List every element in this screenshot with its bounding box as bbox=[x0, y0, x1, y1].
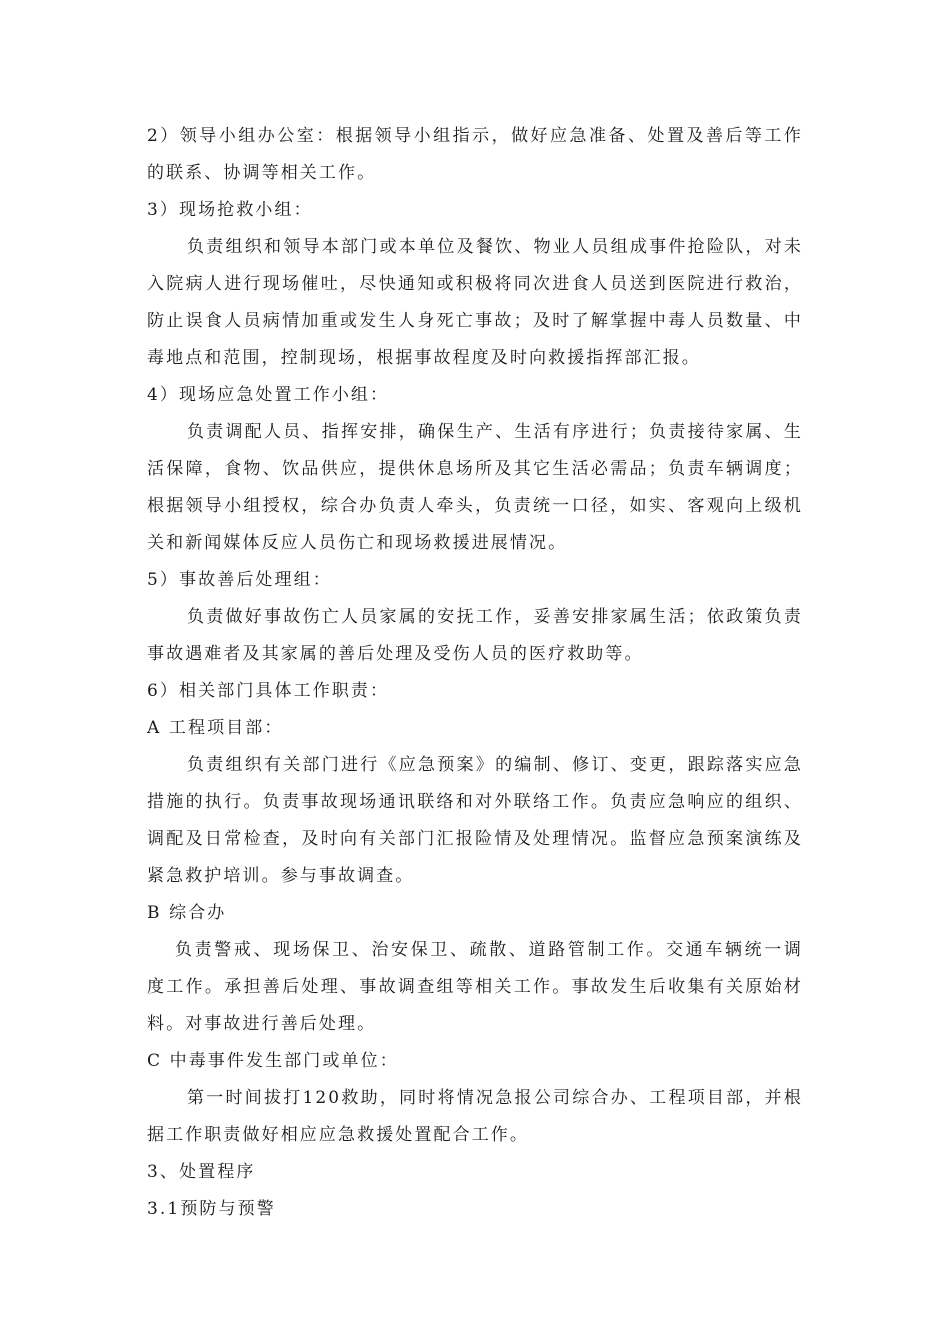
section-incident-unit-heading: C 中毒事件发生部门或单位： bbox=[147, 1051, 399, 1071]
section-project-dept-body: 负责组织有关部门进行《应急预案》的编制、修订、变更，跟踪落实应急措施的执行。负责事故现场通讯联络和对外联络工作。负责应急响应的组织、调配及日常检查，及时向有关部门汇报险情及处理情况。监督应急预案演练及紧急救护培训。参与事故调查。 bbox=[147, 755, 803, 886]
section-procedure-heading: 3、处置程序 bbox=[147, 1162, 256, 1182]
section-rescue-team-heading: 3）现场抢救小组： bbox=[147, 200, 313, 220]
section-aftermath-heading: 5）事故善后处理组： bbox=[147, 570, 332, 590]
document-body bbox=[147, 118, 803, 1228]
section-departments-heading: 6）相关部门具体工作职责： bbox=[147, 681, 390, 701]
section-rescue-team-body: 负责组织和领导本部门或本单位及餐饮、物业人员组成事件抢险队，对未入院病人进行现场催吐，尽快通知或积极将同次进食人员送到医院进行救治，防止误食人员病情加重或发生人身死亡事故；及时了解掌握中毒人员数量、中毒地点和范围，控制现场，根据事故程度及时向救援指挥部汇报。 bbox=[147, 237, 803, 368]
section-onsite-team-body: 负责调配人员、指挥安排，确保生产、生活有序进行；负责接待家属、生活保障，食物、饮品供应，提供休息场所及其它生活必需品；负责车辆调度；根据领导小组授权，综合办负责人牵头，负责统一口径，如实、客观向上级机关和新闻媒体反应人员伤亡和现场救援进展情况。 bbox=[147, 422, 803, 553]
section-general-office-body: 负责警戒、现场保卫、治安保卫、疏散、道路管制工作。交通车辆统一调度工作。承担善后处理、事故调查组等相关工作。事故发生后收集有关原始材料。对事故进行善后处理。 bbox=[147, 940, 803, 1034]
section-prevention-heading: 3.1预防与预警 bbox=[147, 1199, 276, 1219]
section-incident-unit-body: 第一时间拔打120救助，同时将情况急报公司综合办、工程项目部，并根据工作职责做好相应应急救援处置配合工作。 bbox=[147, 1088, 803, 1145]
section-leader-office: 2）领导小组办公室：根据领导小组指示，做好应急准备、处置及善后等工作的联系、协调等相关工作。 bbox=[147, 126, 803, 183]
section-aftermath-body: 负责做好事故伤亡人员家属的安抚工作，妥善安排家属生活；依政策负责事故遇难者及其家属的善后处理及受伤人员的医疗救助等。 bbox=[147, 607, 803, 664]
section-project-dept-heading: A 工程项目部： bbox=[147, 718, 284, 738]
section-onsite-team-heading: 4）现场应急处置工作小组： bbox=[147, 385, 390, 405]
section-general-office-heading: B 综合办 bbox=[147, 903, 227, 923]
